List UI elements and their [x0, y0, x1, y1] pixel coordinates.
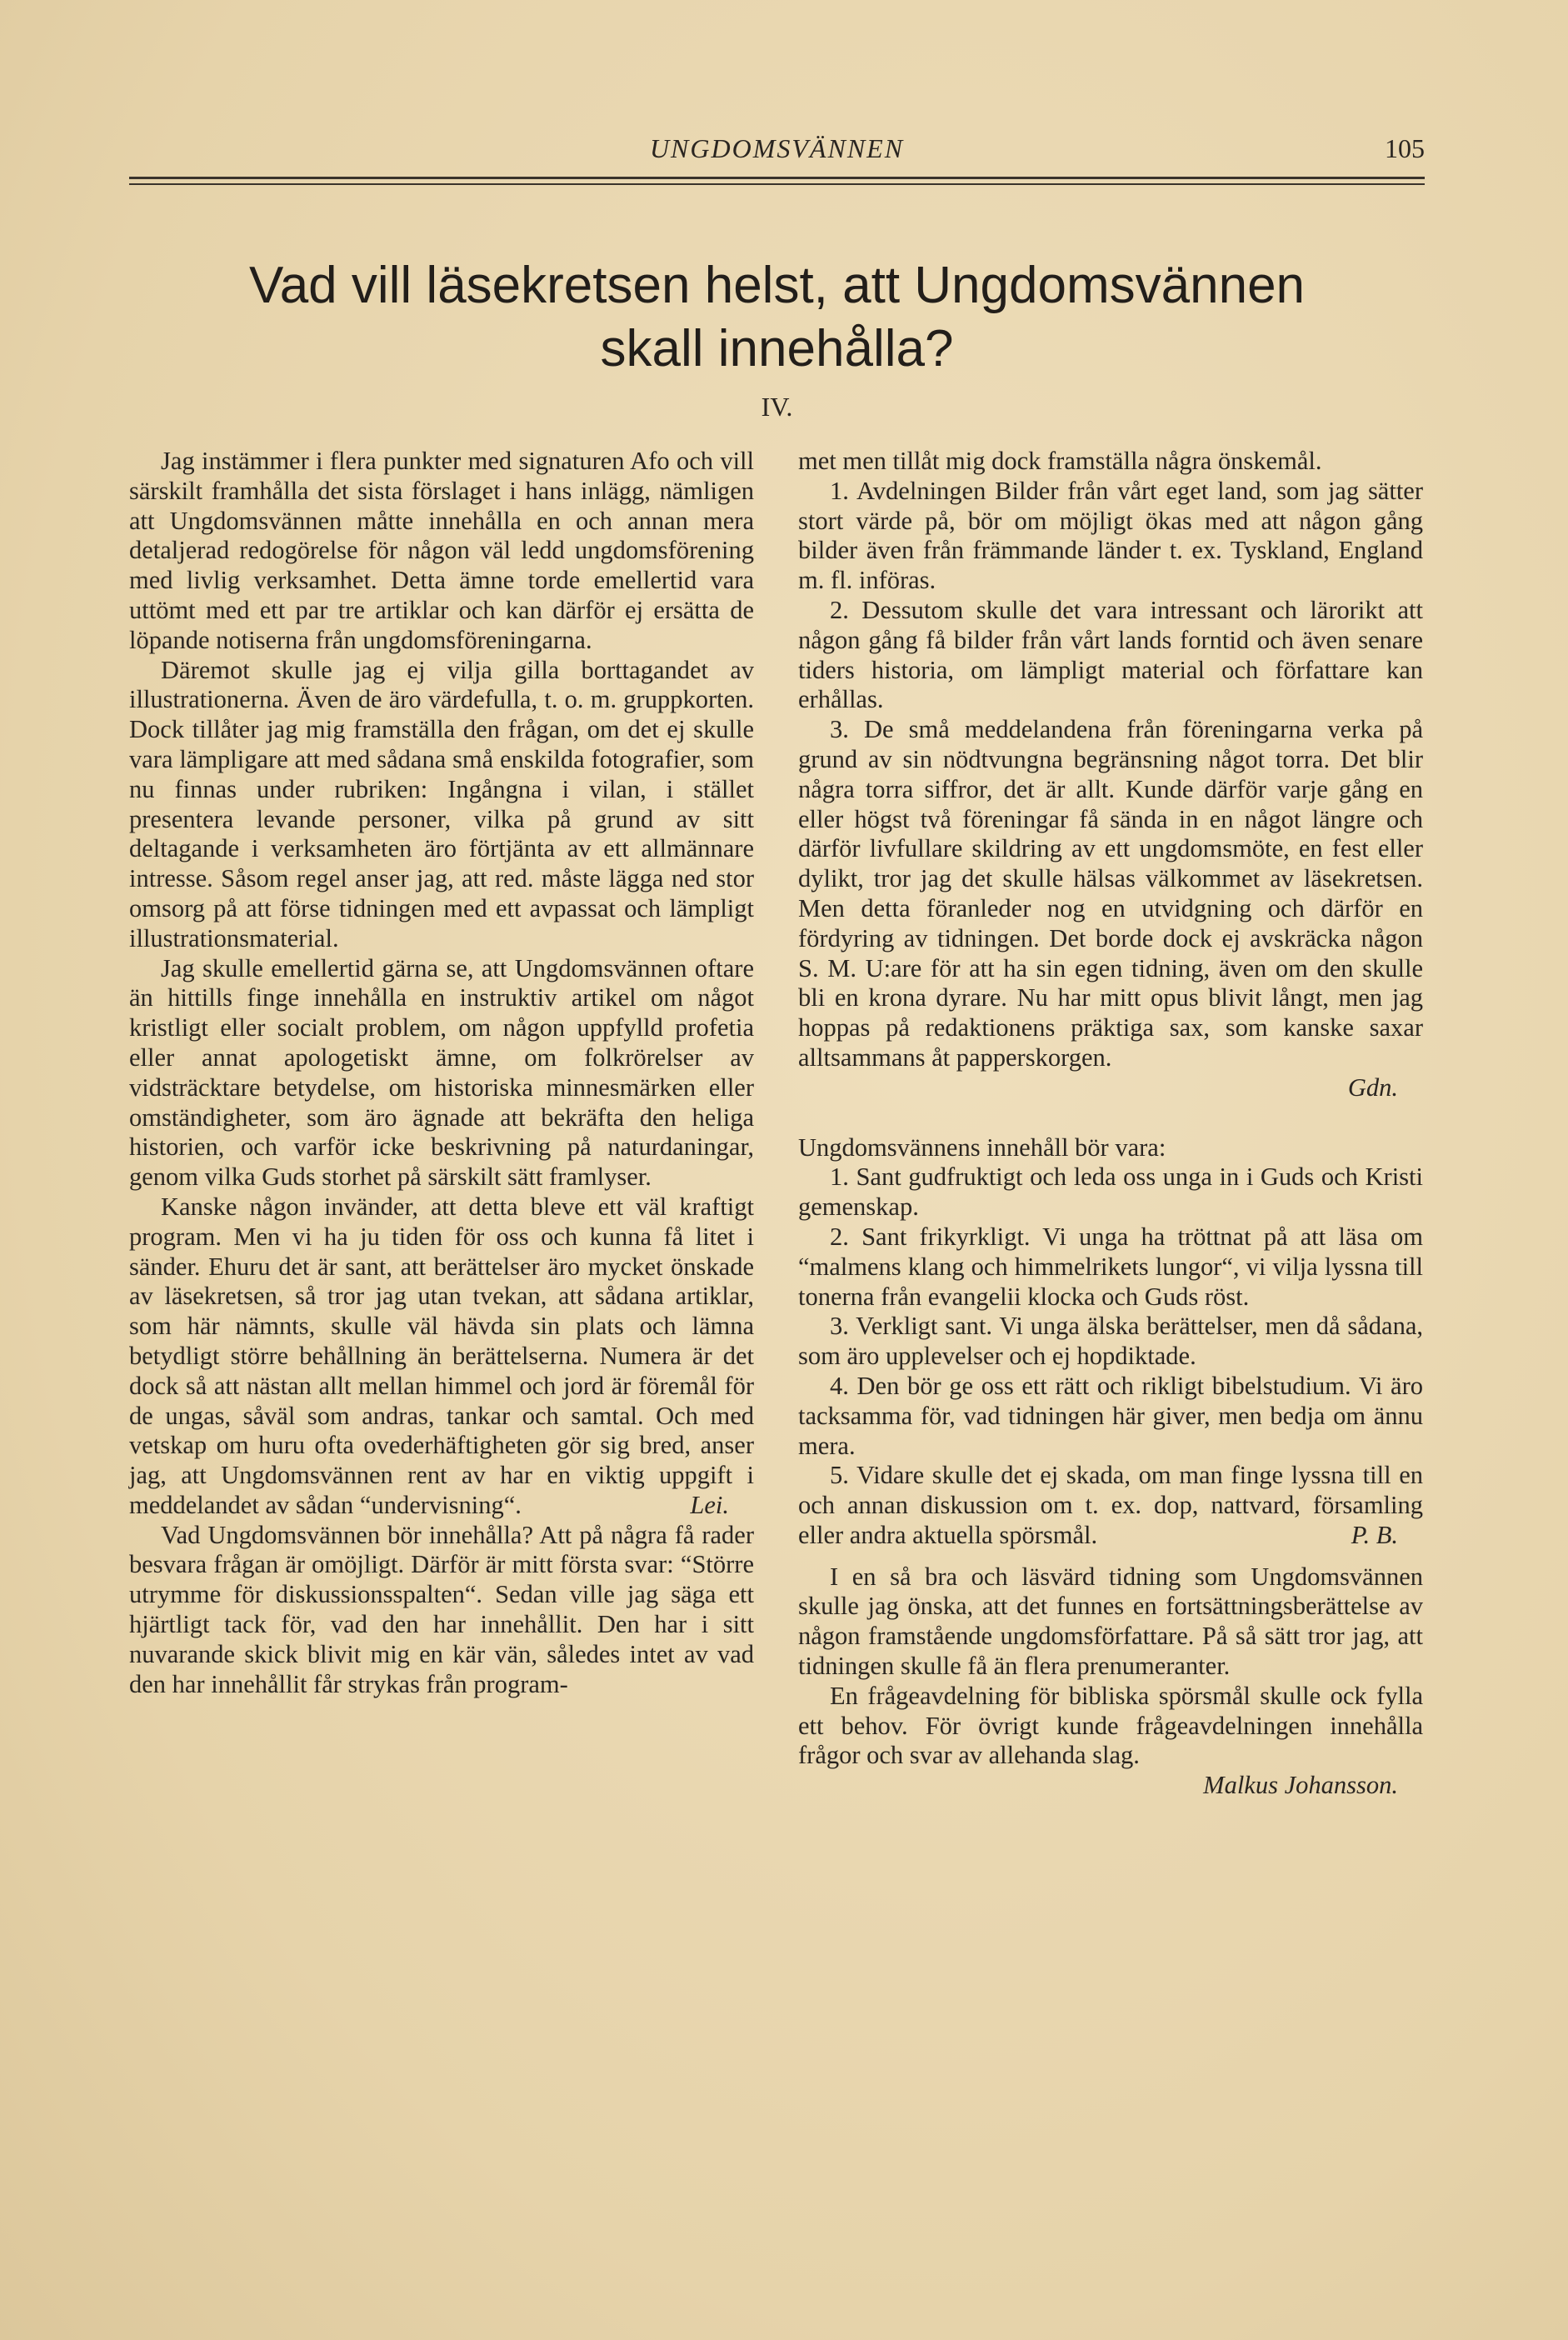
paragraph: En frågeavdelning för bibliska spörsmål skulle ock fylla ett behov. För övrigt kunde frågeavdelningen innehålla frågor och svar av allehanda slag. [798, 1681, 1423, 1770]
signature: Lei. [690, 1490, 729, 1519]
paragraph: Jag skulle emellertid gärna se, att Ungdomsvännen oftare än hittills finge innehålla en instruktiv artikel om något kristligt eller socialt problem, om någon uppfylld profetia eller annat apologetiskt ämne, om folkrörelser av vidsträcktare betydelse, om historiska minnesmärken eller omständigheter, som äro ägnade att bekräfta den heliga historien, och varför icke beskrivning på naturdaningar, genom vilka Guds storhet på särskilt sätt framlyser. [129, 953, 754, 1192]
running-head [129, 133, 1425, 175]
paragraph: I en så bra och läsvärd tidning som Ungdomsvännen skulle jag önska, att det funnes en fortsättningsberättelse av någon framstående ungdomsförfattare. På så sätt tror jag, att tidningen skulle få än flera prenumeranter. [798, 1562, 1423, 1681]
paragraph: Vad Ungdomsvännen bör innehålla? Att på några få rader besvara frågan är omöjligt. Därför är mitt första svar: “Större utrymme för diskussionsspalten“. Sedan ville jag säga ett hjärtligt tack för, vad den har innehållit. Den har i sitt nuvarande skick blivit mig en kär vän, således intet av vad den har innehållit får strykas från program- [129, 1520, 754, 1698]
paragraph-text: Kanske någon invänder, att detta bleve ett väl kraftigt program. Men vi ha ju tiden för oss och kunna få litet i sänder. Ehuru det är sant, att berättelser äro mycket önskade av läsekretsen, så tror jag utan tvekan, att sådana artiklar, som här nämnts, skulle väl hävda sin plats och lämna betydligt större behållning än berättelserna. Numera är det dock så att nästan allt mellan himmel och jord är föremål för de ungas, såväl som andras, tankar och samtal. Och med vetskap om huru ofta ovederhäftigheten gör sig bred, anser jag, att Ungdomsvännen rent av har en viktig uppgift i meddelandet av sådan “undervisning“. [129, 1192, 754, 1519]
running-title: UNGDOMSVÄNNEN [649, 133, 905, 163]
list-item-text: 5. Vidare skulle det ej skada, om man finge lyssna till en och annan diskussion om t. ex. dop, nattvard, församling eller andra aktuella spörsmål. [798, 1461, 1423, 1549]
list-item: 1. Sant gudfruktigt och leda oss unga in i Guds och Kristi gemenskap. [798, 1162, 1423, 1222]
header-rule-thin [129, 183, 1425, 185]
paragraph: 3. De små meddelandena från föreningarna verka på grund av sin nödtvungna begränsning något torra. Det blir några torra siffror, det är allt. Kunde därför varje gång en eller högst två föreningar få sända in en något längre och därför livfullare skildring av ett ungdomsmöte, en fest eller dylikt, tror jag det skulle hälsas välkommet av läsekretsen. Men detta föranleder nog en utvidgning och därför en fördyring av tidningen. Det borde dock ej avskräcka någon S. M. U:are för att ha sin egen tidning, även om den skulle bli en krona dyrare. Nu har mitt opus blivit långt, men jag hoppas på redaktionens präktiga sax, som kanske saxar alltsammans åt papperskorgen. [798, 715, 1423, 1072]
paragraph: 2. Dessutom skulle det vara intressant och lärorikt att någon gång få bilder från vårt lands forntid och även senare tiders historia, om lämpligt material och författare kan erhållas. [798, 595, 1423, 714]
left-column [129, 447, 754, 1699]
paragraph: 1. Avdelningen Bilder från vårt eget land, som jag sätter stort värde på, bör om möjligt ökas med att någon gång bilder även från främmande länder t. ex. Tyskland, England m. fl. införas. [798, 476, 1423, 595]
paragraph: Däremot skulle jag ej vilja gilla borttagandet av illustrationerna. Även de äro värdefulla, t. o. m. gruppkorten. Dock tillåter jag mig framställa den frågan, om det ej skulle vara lämpligare att med sådana små enskilda fotografier, som nu finnas under rubriken: Ingångna i vilan, i stället presentera levande personer, vilka på grund av sitt deltagande i verksamheten äro förtjänta av ett allmännare intresse. Såsom regel anser jag, att red. måste lägga ned stor omsorg på att förse tidningen med ett avpassat och lämpligt illustrationsmaterial. [129, 655, 754, 952]
list-item: 3. Verkligt sant. Vi unga älska berättelser, men då sådana, som äro upplevelser och ej hopdiktade. [798, 1312, 1423, 1371]
right-column [798, 447, 1423, 1801]
paragraph: met men tillåt mig dock framställa några önskemål. [798, 447, 1322, 475]
signature: P. B. [1351, 1520, 1398, 1549]
paragraph [129, 1192, 754, 1521]
list-item [798, 1461, 1423, 1550]
spacer [798, 1551, 1423, 1562]
signature: Malkus Johansson. [1203, 1771, 1398, 1800]
page-number: 105 [1385, 133, 1425, 163]
signature: Gdn. [1347, 1072, 1398, 1102]
article-title-line1: Vad vill läsekretsen helst, att Ungdomsvännen [248, 257, 1306, 314]
paragraph: Jag instämmer i flera punkter med signaturen Afo och vill särskilt framhålla det sista förslaget i hans inlägg, nämligen att Ungdomsvännen måtte innehålla en och annan mera detaljerad redogörelse för någon väl ledd ungdomsförening med livlig verksamhet. Detta ämne torde emellertid vara uttömt med ett par tre artiklar och kan därför ej ersätta de löpande notiserna från ungdomsföreningarna. [129, 447, 754, 654]
article-title-line2: skall innehålla? [600, 320, 954, 378]
part-number: IV. [761, 392, 793, 422]
list-item: 4. Den bör ge oss ett rätt och rikligt bibelstudium. Vi äro tacksamma för, vad tidningen här giver, men bedja om ännu mera. [798, 1371, 1423, 1460]
spacer [798, 1103, 1423, 1133]
list-intro: Ungdomsvännens innehåll bör vara: [798, 1132, 1166, 1162]
article-title [129, 254, 1425, 381]
header-rule [129, 177, 1425, 179]
list-item: 2. Sant frikyrkligt. Vi unga ha tröttnat på att läsa om “malmens klang och himmelrikets lungor“, vi vilja lyssna till tonerna från evangelii klocka och Guds röst. [798, 1222, 1423, 1311]
